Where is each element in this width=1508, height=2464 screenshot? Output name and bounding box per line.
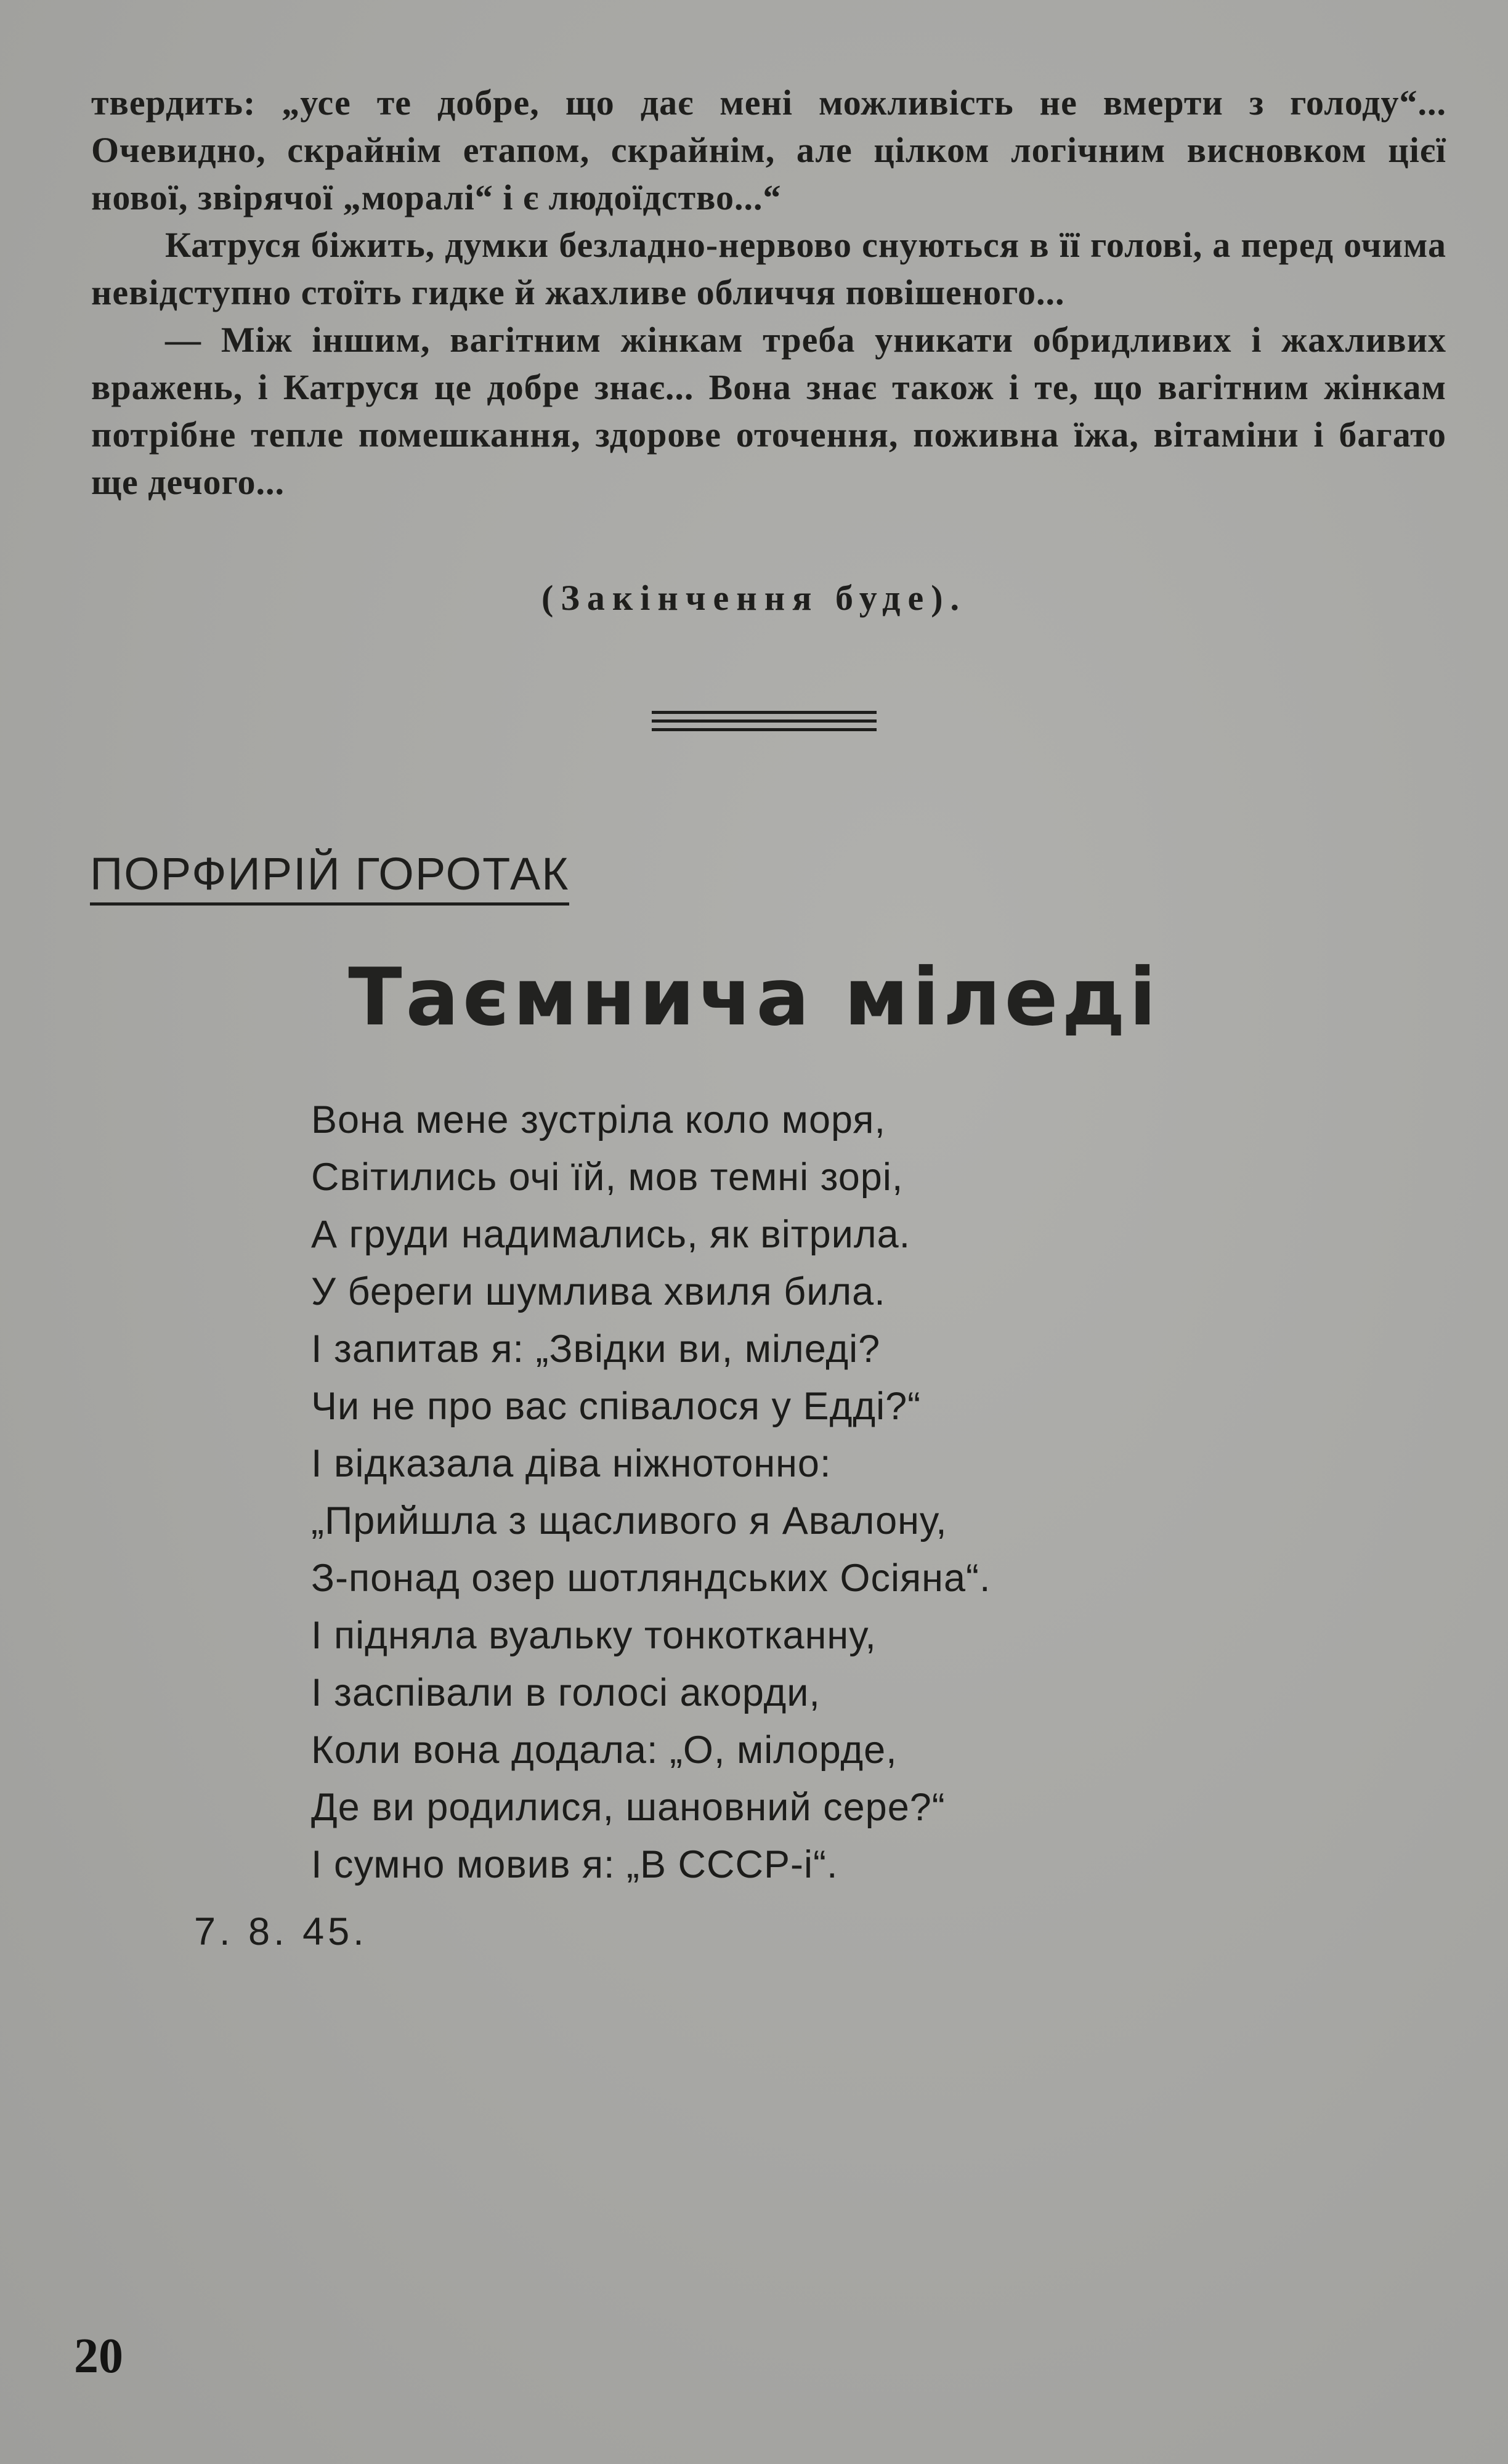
poem-date: 7. 8. 45. xyxy=(194,1910,368,1953)
section-divider xyxy=(652,708,877,738)
poem-line: І підняла вуальку тонкотканну, xyxy=(311,1614,877,1657)
poem-line: А груди надимались, як вітрила. xyxy=(311,1213,911,1256)
poem-line: Коли вона додала: „О, мілорде, xyxy=(311,1728,898,1772)
poem-line: І заспівали в голосі акорди, xyxy=(311,1671,821,1714)
poem-line: З-понад озер шотляндських Осіяна“. xyxy=(311,1557,991,1600)
poem-line: Вона мене зустріла коло моря, xyxy=(311,1098,886,1141)
poem-body xyxy=(311,1092,1235,1894)
poem-line: І запитав я: „Звідки ви, міледі? xyxy=(311,1327,881,1371)
page-number: 20 xyxy=(74,2329,123,2383)
divider-rule xyxy=(652,719,877,723)
poem-line: І сумно мовив я: „В СССР-і“. xyxy=(311,1843,838,1886)
poem-author: ПОРФИРІЙ ГОРОТАК xyxy=(90,847,569,906)
article-ending xyxy=(91,79,1446,506)
paragraph: — Між іншим, вагітним жінкам треба уникати обридливих і жахливих вражень, і Катруся це добре знає... Вона знає також і те, що вагітним жінкам потрібне тепле помешкання, здорове оточення, поживна їжа, вітаміни і багато ще дечого... xyxy=(91,320,1446,502)
poem-line: І відказала діва ніжнотонно: xyxy=(311,1442,832,1485)
poem-line: Чи не про вас співалося у Едді?“ xyxy=(311,1385,922,1428)
divider-rule xyxy=(652,728,877,731)
poem-line: Світились очі їй, мов темні зорі, xyxy=(311,1156,904,1199)
poem-line: „Прийшла з щасливого я Авалону, xyxy=(311,1499,947,1542)
poem-line: Де ви родилися, шановний сере?“ xyxy=(311,1786,946,1829)
paragraph: Катруся біжить, думки безладно-нервово снуються в її голові, а перед очима невідступно стоїть гидке й жахливе обличчя повішеного... xyxy=(91,225,1446,312)
paragraph: твердить: „усе те добре, що дає мені можливість не вмерти з голоду“... Очевидно, скрайнім етапом, скрайнім, але цілком логічним висновком цієї нової, звірячої „моралі“ і є людоїдство...“ xyxy=(91,83,1446,217)
divider-rule xyxy=(652,711,877,714)
to-be-continued-note: (Закінчення буде). xyxy=(541,578,967,618)
poem-title: Таємнича міледі xyxy=(348,952,1160,1044)
poem-line: У береги шумлива хвиля била. xyxy=(311,1270,886,1313)
